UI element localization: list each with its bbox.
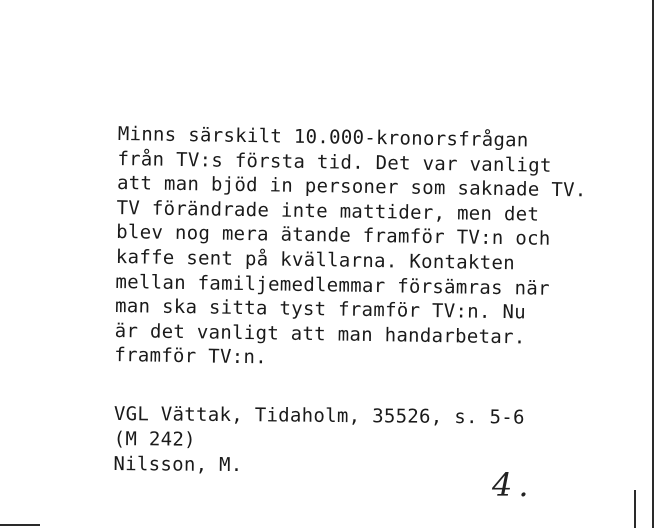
reference-code: (M 242) bbox=[113, 427, 196, 451]
memory-text bbox=[114, 122, 587, 375]
text-line: blev nog mera ätande framför TV:n och bbox=[116, 221, 551, 251]
card-corner-mark bbox=[634, 490, 636, 528]
text-line: kaffe sent på kvällarna. Kontakten bbox=[115, 245, 516, 275]
text-line: mellan familjemedlemmar försämras när bbox=[115, 270, 550, 300]
reference-block bbox=[113, 402, 525, 481]
text-line: framför TV:n. bbox=[114, 344, 268, 369]
text-line: Minns särskilt 10.000-kronorsfrågan bbox=[117, 122, 529, 152]
text-line: från TV:s första tid. Det var vanligt bbox=[117, 147, 552, 177]
reference-author: Nilsson, M. bbox=[113, 452, 243, 477]
text-line: man ska sitta tyst framför TV:n. Nu bbox=[114, 295, 527, 324]
card-right-edge bbox=[652, 0, 654, 528]
reference-source: VGL Vättak, Tidaholm, 35526, s. 5-6 bbox=[113, 402, 525, 429]
handwritten-page-number: 4. bbox=[492, 466, 535, 504]
text-line: TV förändrade inte mattider, men det bbox=[116, 196, 540, 226]
text-line: att man bjöd in personer som saknade TV. bbox=[116, 172, 587, 202]
card-bottom-edge bbox=[0, 524, 40, 526]
text-line: är det vanligt att man handarbetar. bbox=[114, 319, 526, 349]
